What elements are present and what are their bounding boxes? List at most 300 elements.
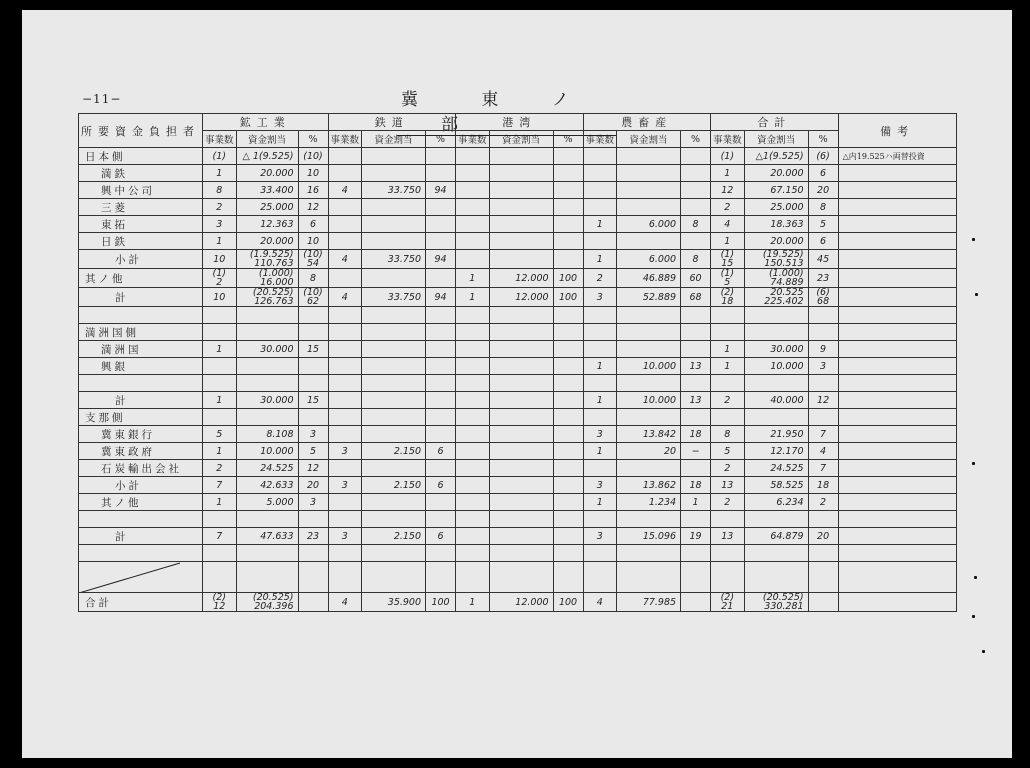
remarks-cell: [838, 477, 956, 494]
remarks-cell: [838, 250, 956, 269]
cell-count: 4: [328, 182, 362, 199]
cell-funds: 30.000: [744, 341, 808, 358]
title-char-3: ノ: [551, 90, 573, 110]
margin-mark: [974, 576, 977, 579]
row-label: 東拓: [79, 216, 203, 233]
cell-percent: 100: [553, 593, 583, 612]
cell-count: [203, 409, 237, 426]
cell-funds: [489, 545, 553, 562]
cell-count: [711, 511, 745, 528]
cell-funds: 12.363: [236, 216, 298, 233]
page-number: −11−: [82, 92, 122, 106]
cell-percent: 18: [808, 477, 838, 494]
cell-count: [328, 511, 362, 528]
cell-count: 4: [711, 216, 745, 233]
cell-funds: 40.000: [744, 392, 808, 409]
remarks-cell: [838, 375, 956, 392]
cell-count: 1: [456, 593, 490, 612]
cell-count: [328, 341, 362, 358]
cell-percent: (10) 62: [298, 288, 328, 307]
cell-count: 1: [583, 216, 617, 233]
cell-percent: 3: [298, 494, 328, 511]
cell-count: [711, 409, 745, 426]
cell-funds: 25.000: [744, 199, 808, 216]
cell-percent: (10) 54: [298, 250, 328, 269]
cell-count: (1): [711, 148, 745, 165]
table-row: [79, 545, 957, 562]
cell-count: 13: [711, 477, 745, 494]
cell-count: 4: [328, 288, 362, 307]
cell-count: 1: [711, 358, 745, 375]
cell-funds: 2.150: [362, 528, 426, 545]
cell-funds: [236, 324, 298, 341]
cell-percent: [426, 494, 456, 511]
cell-funds: 21.950: [744, 426, 808, 443]
row-label: 石炭輸出会社: [79, 460, 203, 477]
cell-percent: 100: [553, 269, 583, 288]
cell-count: [456, 545, 490, 562]
cell-funds: 30.000: [236, 392, 298, 409]
table-row: [79, 233, 957, 250]
cell-funds: [617, 341, 681, 358]
cell-count: [456, 392, 490, 409]
cell-count: 5: [711, 443, 745, 460]
cell-funds: [744, 545, 808, 562]
margin-mark: [972, 615, 975, 618]
cell-percent: 6: [808, 165, 838, 182]
row-label: 興中公司: [79, 182, 203, 199]
group-header-mining: 鉱工業: [203, 114, 329, 131]
cell-count: 1: [456, 269, 490, 288]
cell-funds: [489, 528, 553, 545]
cell-count: [328, 307, 362, 324]
cell-count: [456, 216, 490, 233]
cell-percent: [808, 511, 838, 528]
cell-percent: 100: [426, 593, 456, 612]
cell-count: (2) 21: [711, 593, 745, 612]
cell-count: 2: [711, 460, 745, 477]
cell-percent: [808, 545, 838, 562]
cell-funds: [489, 392, 553, 409]
table-row: [79, 494, 957, 511]
subheader-count: 事業数: [203, 131, 237, 148]
cell-percent: [808, 307, 838, 324]
cell-funds: 10.000: [744, 358, 808, 375]
remarks-cell: [838, 392, 956, 409]
remarks-cell: [838, 511, 956, 528]
cell-funds: [489, 165, 553, 182]
cell-funds: 2.150: [362, 443, 426, 460]
cell-funds: 58.525: [744, 477, 808, 494]
cell-funds: 20.000: [744, 165, 808, 182]
remarks-cell: [838, 288, 956, 307]
cell-funds: [489, 216, 553, 233]
cell-funds: [617, 409, 681, 426]
table-row: [79, 511, 957, 528]
cell-count: 2: [711, 392, 745, 409]
cell-funds: [489, 426, 553, 443]
cell-percent: 6: [298, 216, 328, 233]
cell-count: [711, 375, 745, 392]
cell-count: 1: [711, 341, 745, 358]
table-row: [79, 182, 957, 199]
cell-percent: [298, 593, 328, 612]
cell-count: [583, 148, 617, 165]
cell-funds: 47.633: [236, 528, 298, 545]
cell-funds: 5.000: [236, 494, 298, 511]
table-row: [79, 443, 957, 460]
cell-funds: 33.750: [362, 182, 426, 199]
cell-percent: [553, 199, 583, 216]
cell-funds: [489, 511, 553, 528]
funding-table: [78, 113, 957, 612]
cell-percent: [808, 562, 838, 593]
cell-percent: [553, 562, 583, 593]
cell-count: [456, 233, 490, 250]
cell-funds: [362, 460, 426, 477]
cell-funds: 52.889: [617, 288, 681, 307]
subheader-count: 事業数: [328, 131, 362, 148]
cell-funds: 64.879: [744, 528, 808, 545]
cell-percent: 13: [681, 392, 711, 409]
cell-count: 1: [583, 494, 617, 511]
cell-funds: 8.108: [236, 426, 298, 443]
cell-percent: 2: [808, 494, 838, 511]
cell-funds: [617, 233, 681, 250]
cell-count: 2: [711, 494, 745, 511]
cell-percent: [553, 165, 583, 182]
cell-funds: [236, 358, 298, 375]
cell-funds: 15.096: [617, 528, 681, 545]
cell-funds: [362, 358, 426, 375]
cell-percent: (6): [808, 148, 838, 165]
row-label: 満鉄: [79, 165, 203, 182]
cell-count: 3: [328, 528, 362, 545]
cell-funds: 18.363: [744, 216, 808, 233]
cell-count: [583, 341, 617, 358]
cell-count: 10: [203, 250, 237, 269]
remarks-cell: [838, 216, 956, 233]
cell-percent: 3: [298, 426, 328, 443]
cell-percent: 19: [681, 528, 711, 545]
cell-count: [456, 307, 490, 324]
cell-percent: 5: [808, 216, 838, 233]
row-label: 支那側: [79, 409, 203, 426]
cell-funds: [489, 358, 553, 375]
cell-funds: [362, 545, 426, 562]
remarks-cell: [838, 269, 956, 288]
cell-count: 1: [583, 443, 617, 460]
row-label: 満洲国: [79, 341, 203, 358]
remarks-cell: [838, 409, 956, 426]
cell-count: [456, 443, 490, 460]
row-label: [79, 511, 203, 528]
cell-count: 1: [203, 392, 237, 409]
cell-funds: [617, 375, 681, 392]
cell-percent: [681, 375, 711, 392]
cell-percent: 16: [298, 182, 328, 199]
cell-funds: [489, 148, 553, 165]
row-label: 計: [79, 392, 203, 409]
title-char-2: 東: [481, 90, 503, 110]
cell-funds: 20.525 225.402: [744, 288, 808, 307]
cell-count: 4: [328, 250, 362, 269]
cell-count: [328, 494, 362, 511]
cell-percent: 100: [553, 288, 583, 307]
subheader-percent: %: [553, 131, 583, 148]
table-row: [79, 409, 957, 426]
cell-count: [328, 165, 362, 182]
cell-percent: 6: [426, 443, 456, 460]
cell-funds: [236, 545, 298, 562]
cell-funds: [489, 341, 553, 358]
cell-count: [583, 460, 617, 477]
cell-count: 10: [203, 288, 237, 307]
cell-count: (2) 18: [711, 288, 745, 307]
remarks-cell: [838, 460, 956, 477]
cell-funds: 12.170: [744, 443, 808, 460]
cell-percent: [553, 233, 583, 250]
cell-count: 3: [328, 443, 362, 460]
cell-percent: [808, 375, 838, 392]
cell-percent: [681, 460, 711, 477]
row-label: 三菱: [79, 199, 203, 216]
subheader-funds: 資金割当: [362, 131, 426, 148]
cell-percent: 8: [808, 199, 838, 216]
remarks-cell: [838, 443, 956, 460]
cell-funds: 20.000: [236, 233, 298, 250]
cell-count: [328, 460, 362, 477]
cell-count: [328, 375, 362, 392]
cell-count: [711, 307, 745, 324]
cell-funds: [489, 324, 553, 341]
cell-percent: [681, 324, 711, 341]
cell-funds: [362, 511, 426, 528]
cell-percent: [553, 528, 583, 545]
cell-count: [456, 460, 490, 477]
row-label: [79, 562, 203, 593]
cell-percent: 6: [808, 233, 838, 250]
cell-percent: 8: [681, 216, 711, 233]
remarks-cell: [838, 358, 956, 375]
group-header-railway: 鉄道: [328, 114, 456, 131]
cell-count: 3: [203, 216, 237, 233]
cell-count: [456, 511, 490, 528]
table-row: [79, 341, 957, 358]
cell-funds: [362, 233, 426, 250]
subheader-percent: %: [681, 131, 711, 148]
cell-percent: 6: [426, 528, 456, 545]
table-row: [79, 460, 957, 477]
document-page: [22, 10, 1012, 758]
group-header-total: 合計: [711, 114, 839, 131]
row-label: 満洲国側: [79, 324, 203, 341]
cell-percent: [426, 545, 456, 562]
cell-percent: 18: [681, 477, 711, 494]
cell-funds: [489, 494, 553, 511]
cell-percent: [808, 409, 838, 426]
cell-count: [456, 409, 490, 426]
cell-count: 3: [583, 426, 617, 443]
remarks-cell: [838, 182, 956, 199]
cell-funds: [362, 148, 426, 165]
cell-count: [328, 426, 362, 443]
cell-count: [456, 199, 490, 216]
cell-percent: [426, 562, 456, 593]
cell-count: [328, 409, 362, 426]
subheader-count: 事業数: [456, 131, 490, 148]
cell-count: [203, 324, 237, 341]
table-row: [79, 426, 957, 443]
cell-count: [203, 375, 237, 392]
cell-funds: [362, 307, 426, 324]
cell-funds: (20.525) 126.763: [236, 288, 298, 307]
cell-percent: 94: [426, 250, 456, 269]
cell-count: (1) 5: [711, 269, 745, 288]
cell-percent: [681, 341, 711, 358]
cell-count: [328, 392, 362, 409]
row-label: [79, 545, 203, 562]
cell-funds: 20: [617, 443, 681, 460]
cell-percent: 60: [681, 269, 711, 288]
cell-percent: [426, 233, 456, 250]
cell-count: [456, 358, 490, 375]
table-row: [79, 148, 957, 165]
cell-funds: [362, 426, 426, 443]
cell-funds: 67.150: [744, 182, 808, 199]
cell-count: [328, 233, 362, 250]
cell-count: 1: [583, 392, 617, 409]
cell-funds: 12.000: [489, 288, 553, 307]
cell-count: [583, 545, 617, 562]
cell-funds: [362, 269, 426, 288]
cell-count: [711, 562, 745, 593]
cell-percent: [426, 165, 456, 182]
cell-count: 4: [328, 593, 362, 612]
remarks-cell: [838, 494, 956, 511]
cell-percent: [553, 392, 583, 409]
cell-funds: 13.862: [617, 477, 681, 494]
cell-funds: 10.000: [617, 358, 681, 375]
cell-count: [456, 477, 490, 494]
subheader-funds: 資金割当: [489, 131, 553, 148]
subheader-percent: %: [808, 131, 838, 148]
cell-count: [203, 562, 237, 593]
cell-percent: [426, 375, 456, 392]
cell-percent: [426, 409, 456, 426]
cell-funds: 20.000: [236, 165, 298, 182]
table-row: [79, 288, 957, 307]
cell-count: [203, 358, 237, 375]
cell-percent: [681, 182, 711, 199]
cell-funds: [362, 375, 426, 392]
cell-percent: [426, 307, 456, 324]
cell-funds: 35.900: [362, 593, 426, 612]
margin-mark: [972, 238, 975, 241]
cell-count: 1: [203, 494, 237, 511]
cell-funds: 33.750: [362, 250, 426, 269]
cell-count: [583, 182, 617, 199]
cell-percent: 4: [808, 443, 838, 460]
cell-funds: [362, 562, 426, 593]
table-row: [79, 477, 957, 494]
cell-funds: [744, 409, 808, 426]
subheader-count: 事業数: [711, 131, 745, 148]
cell-percent: [298, 545, 328, 562]
cell-funds: 1.234: [617, 494, 681, 511]
cell-percent: 9: [808, 341, 838, 358]
cell-count: 4: [583, 593, 617, 612]
cell-percent: [553, 182, 583, 199]
cell-count: 8: [203, 182, 237, 199]
cell-count: 1: [583, 358, 617, 375]
cell-funds: [362, 392, 426, 409]
margin-mark: [975, 293, 978, 296]
remarks-cell: [838, 165, 956, 182]
cell-funds: 10.000: [617, 392, 681, 409]
cell-percent: 12: [808, 392, 838, 409]
cell-percent: 15: [298, 341, 328, 358]
cell-count: 3: [583, 477, 617, 494]
cell-funds: [362, 324, 426, 341]
cell-funds: [617, 165, 681, 182]
cell-percent: [298, 324, 328, 341]
cell-percent: [553, 511, 583, 528]
cell-funds: 77.985: [617, 593, 681, 612]
cell-funds: [236, 375, 298, 392]
table-row: [79, 269, 957, 288]
row-label: 冀東政府: [79, 443, 203, 460]
cell-percent: 20: [808, 528, 838, 545]
table-row: [79, 307, 957, 324]
cell-percent: 20: [298, 477, 328, 494]
subheader-percent: %: [426, 131, 456, 148]
margin-mark: [972, 462, 975, 465]
cell-count: [583, 409, 617, 426]
cell-percent: 15: [298, 392, 328, 409]
cell-funds: [617, 307, 681, 324]
title-char-1: 冀: [401, 90, 422, 110]
cell-percent: 8: [298, 269, 328, 288]
table-row: [79, 250, 957, 269]
cell-percent: [426, 426, 456, 443]
cell-funds: [617, 511, 681, 528]
cell-percent: [426, 341, 456, 358]
cell-percent: [426, 199, 456, 216]
remarks-cell: [838, 307, 956, 324]
cell-funds: [362, 165, 426, 182]
cell-funds: 25.000: [236, 199, 298, 216]
margin-mark: [982, 650, 985, 653]
cell-funds: 24.525: [236, 460, 298, 477]
cell-percent: [553, 324, 583, 341]
table-row: [79, 375, 957, 392]
cell-funds: [744, 511, 808, 528]
cell-count: [583, 562, 617, 593]
cell-count: [456, 375, 490, 392]
cell-count: [583, 375, 617, 392]
cell-funds: [489, 443, 553, 460]
cell-count: [456, 250, 490, 269]
cell-percent: [426, 392, 456, 409]
cell-count: 3: [328, 477, 362, 494]
cell-count: 2: [711, 199, 745, 216]
cell-count: 1: [203, 443, 237, 460]
cell-percent: [553, 409, 583, 426]
row-label: 日本側: [79, 148, 203, 165]
cell-percent: [298, 409, 328, 426]
cell-funds: [362, 409, 426, 426]
